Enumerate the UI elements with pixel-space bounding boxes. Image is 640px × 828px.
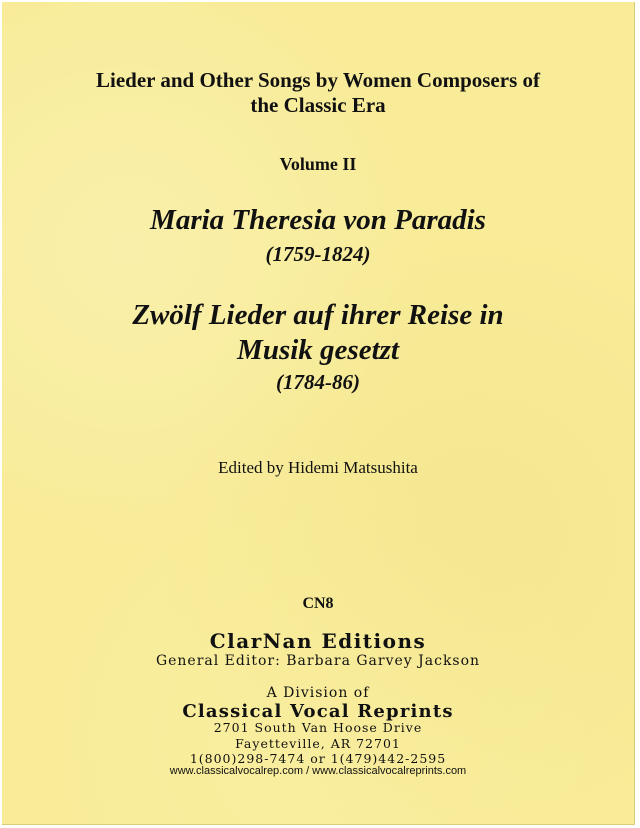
composer-dates: (1759-1824) <box>265 242 371 266</box>
work-dates: (1784-86) <box>276 370 360 394</box>
composer-name: Maria Theresia von Paradis <box>150 204 486 236</box>
work-title-line-1: Zwölf Lieder auf ihrer Reise in <box>132 299 504 331</box>
publisher-name: ClarNan Editions <box>209 629 427 653</box>
parent-publisher-name: Classical Vocal Reprints <box>182 701 454 722</box>
series-title-line-2: the Classic Era <box>250 93 386 117</box>
phone-numbers: 1(800)298-7474 or 1(479)442-2595 <box>189 751 447 766</box>
website-links[interactable]: www.classicalvocalrep.com / www.classicalvocalreprints.com <box>169 765 467 777</box>
editor-credit: Edited by Hidemi Matsushita <box>218 458 418 477</box>
catalog-number: CN8 <box>302 595 334 612</box>
volume-label: Volume II <box>279 154 357 174</box>
address-line-2: Fayetteville, AR 72701 <box>235 736 401 751</box>
series-title-line-1: Lieder and Other Songs by Women Composers of <box>96 68 540 92</box>
work-title-line-2: Musik gesetzt <box>237 334 399 366</box>
cover-page <box>2 2 635 825</box>
address-line-1: 2701 South Van Hoose Drive <box>213 720 423 735</box>
division-label: A Division of <box>266 685 370 701</box>
general-editor: General Editor: Barbara Garvey Jackson <box>155 653 481 669</box>
